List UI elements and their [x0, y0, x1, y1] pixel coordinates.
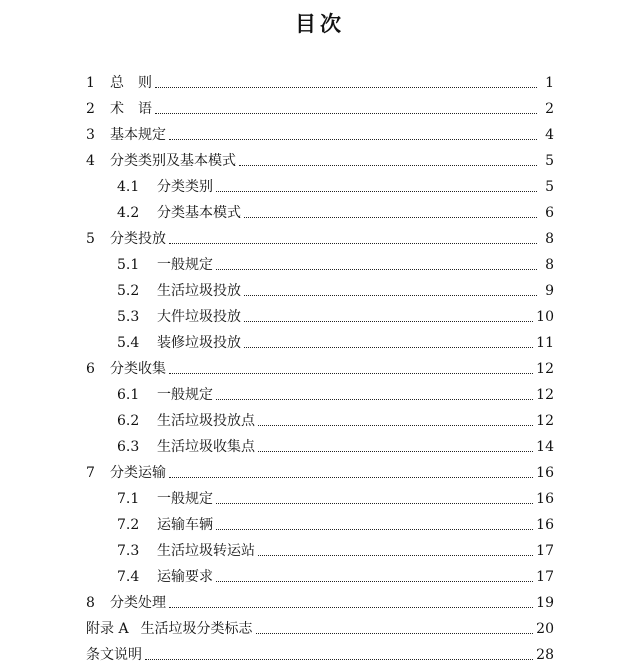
dot-leader: [239, 164, 537, 166]
entry-page-number: 10: [536, 309, 554, 325]
toc-entry-appendix[interactable]: [86, 616, 554, 638]
entry-page-number: 8: [545, 257, 554, 273]
entry-page-number: 12: [536, 361, 554, 377]
dot-leader: [256, 632, 534, 634]
toc-entry[interactable]: [86, 356, 554, 378]
entry-title: 分类投放: [110, 231, 166, 247]
entry-title: 生活垃圾收集点: [157, 439, 255, 455]
dot-leader: [169, 138, 537, 140]
toc-entry[interactable]: [117, 174, 554, 196]
toc-entry[interactable]: [117, 200, 554, 222]
entry-number: 5.2: [117, 283, 140, 299]
entry-number: 1: [86, 75, 95, 91]
entry-number: 7: [86, 465, 95, 481]
dot-leader: [244, 320, 533, 322]
dot-leader: [155, 86, 537, 88]
entry-title: 分类类别: [157, 179, 213, 195]
entry-page-number: 12: [536, 387, 554, 403]
toc-entry[interactable]: [86, 70, 554, 92]
entry-title: 生活垃圾投放: [157, 283, 241, 299]
entry-page-number: 16: [536, 465, 554, 481]
entry-title: 分类运输: [110, 465, 166, 481]
entry-title: 一般规定: [157, 257, 213, 273]
entry-title: 术 语: [110, 101, 152, 117]
entry-title: 大件垃圾投放: [157, 309, 241, 325]
toc-entry[interactable]: [117, 278, 554, 300]
entry-title: 分类基本模式: [157, 205, 241, 221]
dot-leader: [145, 658, 533, 660]
entry-page-number: 5: [545, 179, 554, 195]
entry-number: 6.2: [117, 413, 140, 429]
dot-leader: [155, 112, 537, 114]
entry-title: 生活垃圾投放点: [157, 413, 255, 429]
entry-page-number: 4: [545, 127, 554, 143]
dot-leader: [169, 372, 533, 374]
dot-leader: [258, 450, 533, 452]
toc-entry-explanation[interactable]: [86, 642, 554, 664]
entry-number: 7.3: [117, 543, 140, 559]
dot-leader: [169, 476, 533, 478]
entry-number: 6.3: [117, 439, 140, 455]
toc-entry[interactable]: [117, 564, 554, 586]
entry-page-number: 12: [536, 413, 554, 429]
page-title: 目次: [295, 12, 345, 36]
entry-number: 7.4: [117, 569, 140, 585]
entry-title: 分类收集: [110, 361, 166, 377]
entry-number: 6.1: [117, 387, 140, 403]
entry-number: 4: [86, 153, 95, 169]
entry-page-number: 9: [545, 283, 554, 299]
entry-number: 7.2: [117, 517, 140, 533]
toc-entry[interactable]: [86, 590, 554, 612]
toc-entry[interactable]: [86, 122, 554, 144]
entry-page-number: 17: [536, 543, 554, 559]
entry-page-number: 17: [536, 569, 554, 585]
entry-title: 生活垃圾分类标志: [140, 621, 253, 637]
dot-leader: [169, 606, 533, 608]
entry-page-number: 28: [536, 647, 554, 663]
entry-title: 基本规定: [110, 127, 166, 143]
entry-page-number: 16: [536, 517, 554, 533]
entry-number: 附录 A: [86, 621, 129, 637]
dot-leader: [216, 502, 533, 504]
entry-page-number: 20: [536, 621, 554, 637]
entry-page-number: 16: [536, 491, 554, 507]
entry-title: 装修垃圾投放: [157, 335, 241, 351]
dot-leader: [258, 554, 533, 556]
entry-number: 2: [86, 101, 95, 117]
entry-page-number: 6: [545, 205, 554, 221]
entry-number: 6: [86, 361, 95, 377]
entry-number: 5: [86, 231, 95, 247]
entry-page-number: 5: [545, 153, 554, 169]
toc-entry[interactable]: [86, 460, 554, 482]
dot-leader: [216, 190, 537, 192]
entry-title: 分类类别及基本模式: [110, 153, 236, 169]
dot-leader: [216, 528, 533, 530]
entry-page-number: 1: [545, 75, 554, 91]
entry-title: 条文说明: [86, 647, 142, 663]
entry-number: 8: [86, 595, 95, 611]
toc-entry[interactable]: [117, 538, 554, 560]
entry-title: 一般规定: [157, 491, 213, 507]
entry-number: 5.4: [117, 335, 140, 351]
toc-entry[interactable]: [117, 434, 554, 456]
entry-page-number: 8: [545, 231, 554, 247]
dot-leader: [216, 268, 537, 270]
entry-number: 7.1: [117, 491, 140, 507]
dot-leader: [216, 580, 533, 582]
entry-title: 总 则: [110, 75, 152, 91]
entry-number: 3: [86, 127, 95, 143]
entry-number: 5.3: [117, 309, 140, 325]
dot-leader: [244, 216, 537, 218]
toc-entry[interactable]: [86, 148, 554, 170]
entry-title: 运输车辆: [157, 517, 213, 533]
dot-leader: [258, 424, 533, 426]
toc-entry[interactable]: [117, 408, 554, 430]
entry-page-number: 11: [536, 335, 554, 351]
toc-entry[interactable]: [117, 304, 554, 326]
entry-page-number: 14: [536, 439, 554, 455]
entry-title: 生活垃圾转运站: [157, 543, 255, 559]
entry-number: 5.1: [117, 257, 140, 273]
toc-entry[interactable]: [86, 96, 554, 118]
toc-entry[interactable]: [117, 382, 554, 404]
toc-entry[interactable]: [117, 330, 554, 352]
entry-page-number: 19: [536, 595, 554, 611]
entry-number: 4.2: [117, 205, 140, 221]
toc-entry[interactable]: [86, 226, 554, 248]
dot-leader: [216, 398, 533, 400]
entry-number: 4.1: [117, 179, 140, 195]
dot-leader: [244, 294, 537, 296]
dot-leader: [244, 346, 533, 348]
toc-entry[interactable]: [117, 512, 554, 534]
toc-entry[interactable]: [117, 252, 554, 274]
entry-page-number: 2: [545, 101, 554, 117]
entry-title: 运输要求: [157, 569, 213, 585]
toc-entry[interactable]: [117, 486, 554, 508]
entry-title: 一般规定: [157, 387, 213, 403]
dot-leader: [169, 242, 537, 244]
entry-title: 分类处理: [110, 595, 166, 611]
